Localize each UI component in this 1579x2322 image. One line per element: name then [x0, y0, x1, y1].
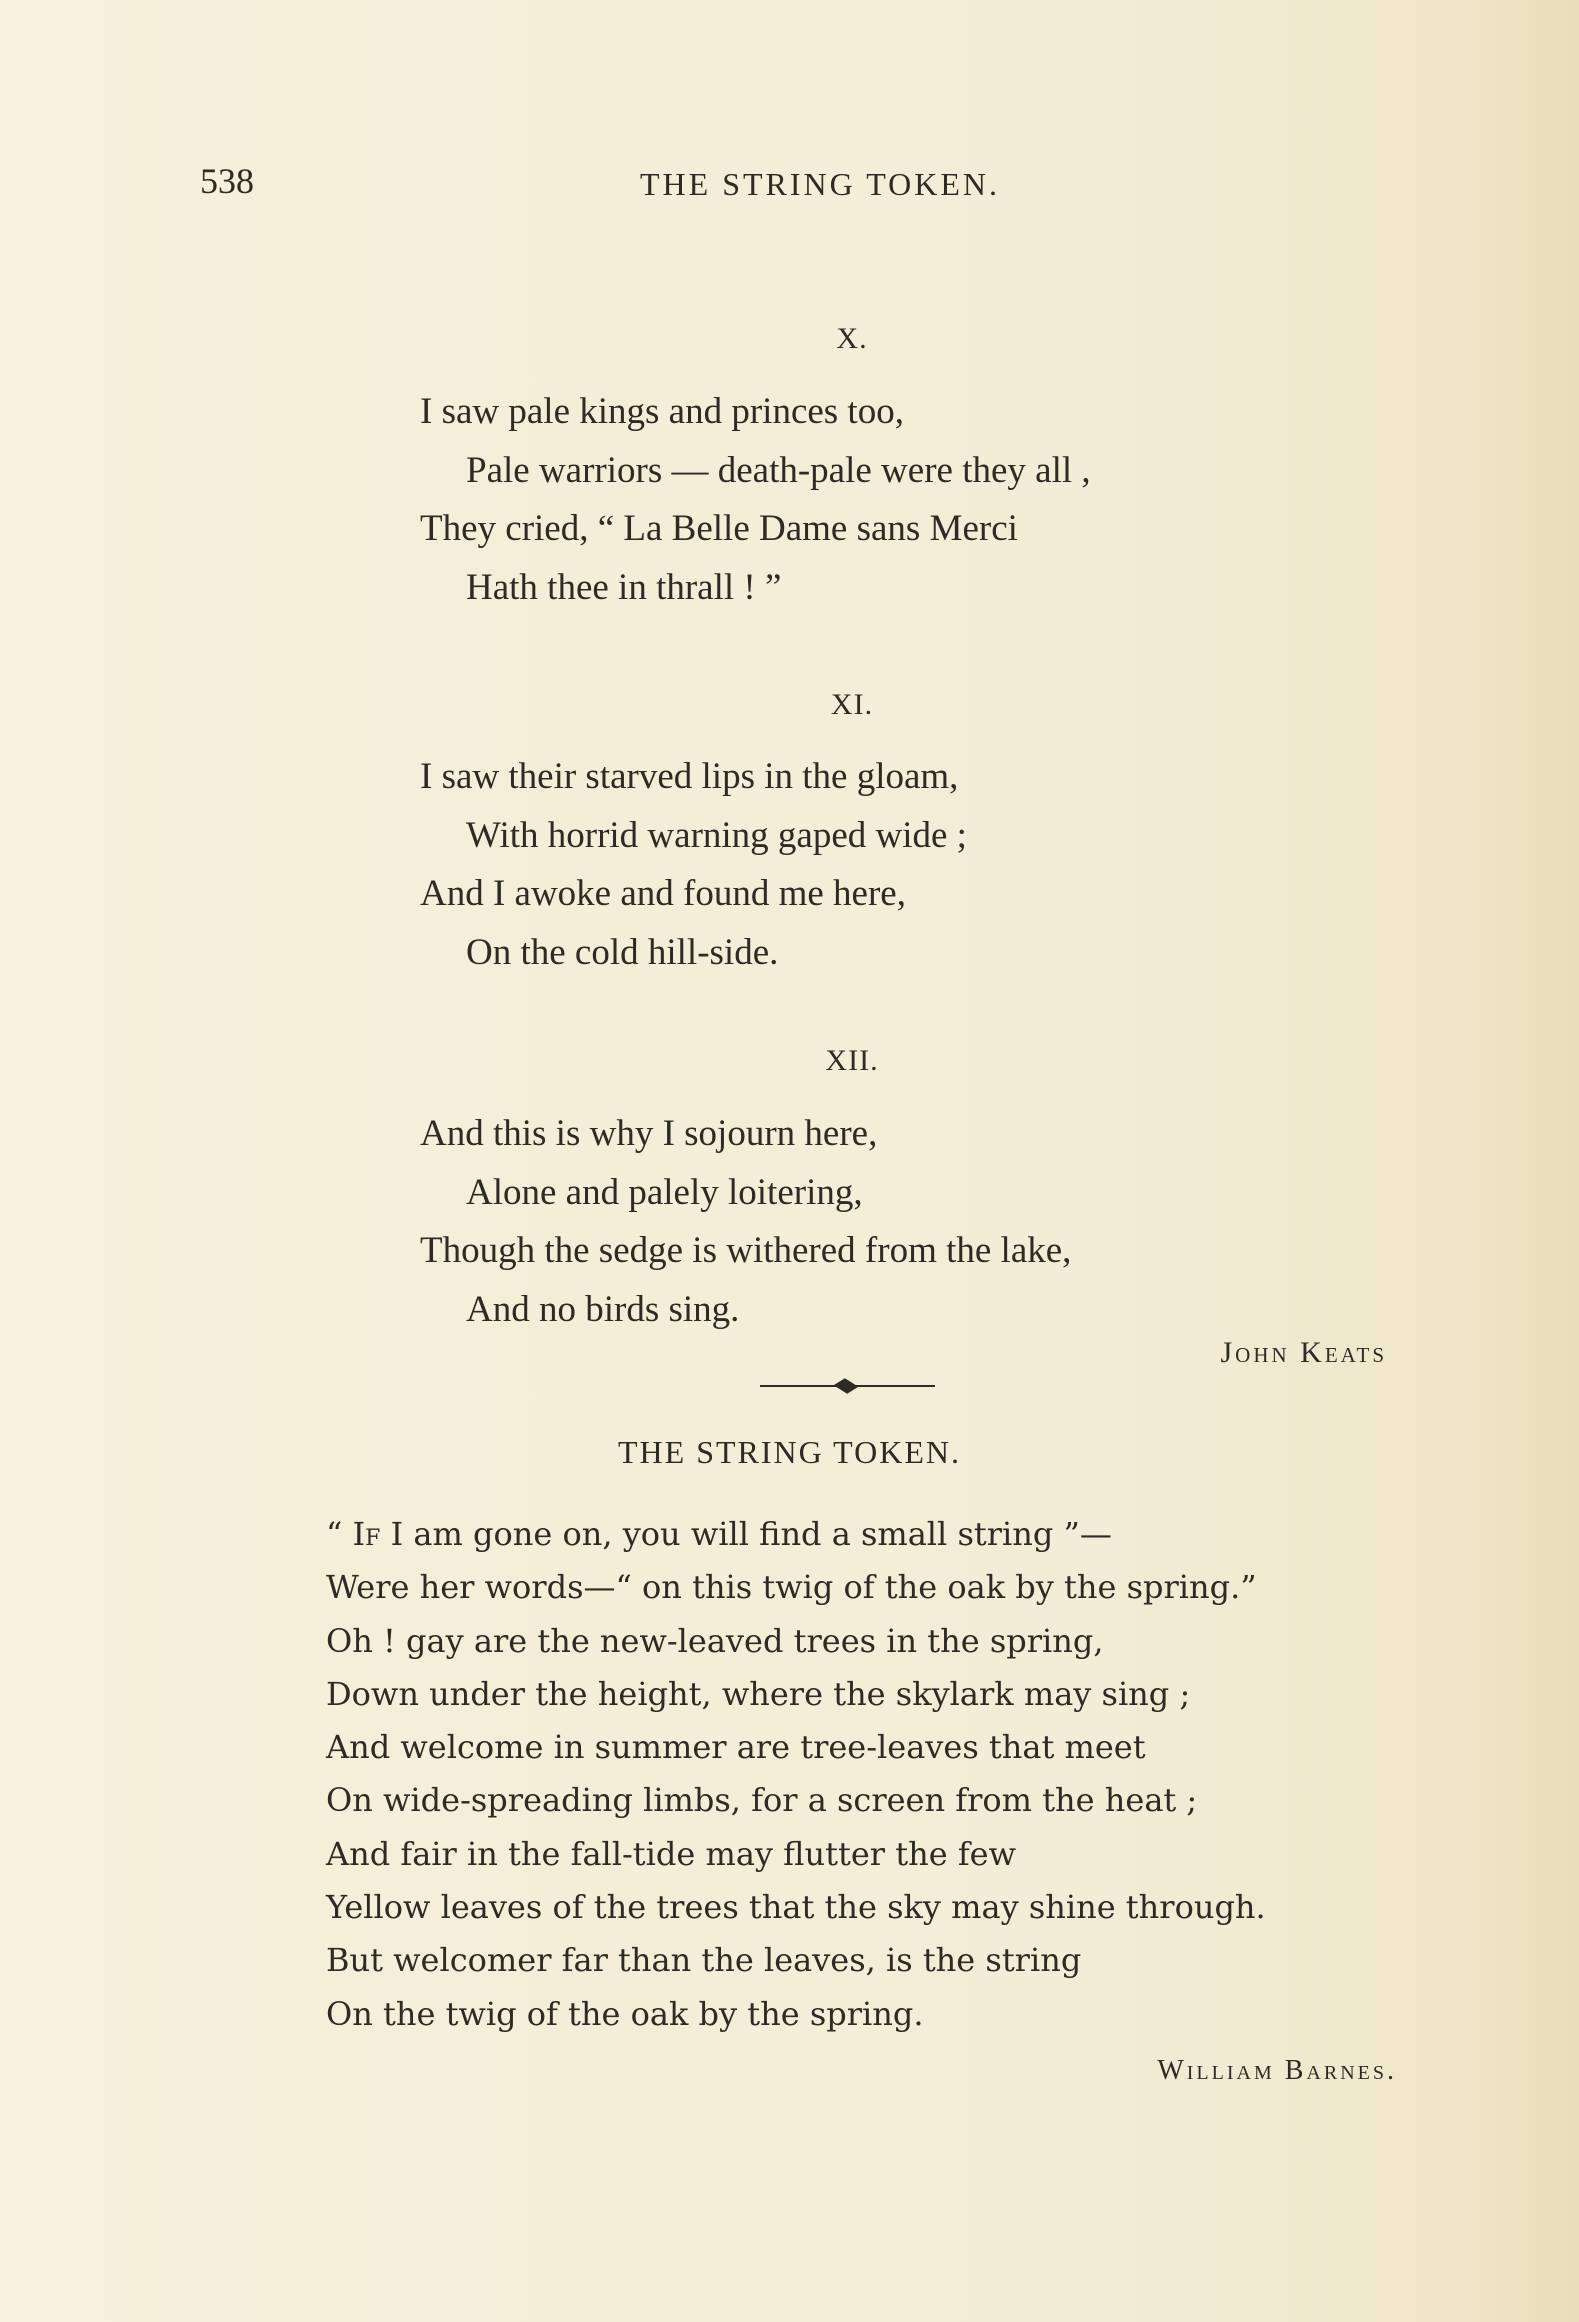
stanza-x: [420, 383, 1091, 617]
poem-line: [326, 1508, 1266, 1561]
poem-line: But welcomer far than the leaves, is the string: [326, 1941, 1082, 1980]
poem-line: Were her words—“ on this twig of the oak by the spring.”: [326, 1568, 1257, 1607]
page-header: [0, 160, 1579, 210]
poem-line: On wide-spreading limbs, for a screen from the heat ;: [326, 1781, 1198, 1820]
poem-line: And I awoke and found me here,: [420, 873, 906, 914]
poem-line: And welcome in summer are tree-leaves that meet: [326, 1728, 1146, 1767]
poem-line: With horrid warning gaped wide ;: [466, 814, 967, 856]
page-number: 538: [200, 161, 254, 201]
author-signature-barnes: William Barnes.: [1157, 2055, 1397, 2086]
stanza-xii: [420, 1105, 1071, 1339]
poem-line: I saw their starved lips in the gloam,: [420, 756, 959, 797]
poem-title: THE STRING TOKEN.: [617, 1434, 962, 1470]
poem-line: Though the sedge is withered from the lake,: [420, 1230, 1072, 1271]
stanza-xi: [420, 748, 967, 982]
poem-line: Down under the height, where the skylark may sing ;: [326, 1674, 1191, 1713]
stanza-numeral-x: X.: [836, 322, 868, 355]
poem-line: Oh ! gay are the new-leaved trees in the spring,: [326, 1621, 1104, 1660]
poem-string-token: [326, 1508, 1266, 2041]
poem-line: On the cold hill-side.: [466, 931, 779, 973]
poem-line: On the twig of the oak by the spring.: [326, 1994, 924, 2033]
section-divider: [760, 1380, 935, 1392]
poem-line: They cried, “ La Belle Dame sans Merci: [420, 508, 1018, 549]
poem-line: And this is why I sojourn here,: [420, 1113, 878, 1154]
first-word-smallcaps: “ If: [326, 1515, 381, 1553]
stanza-numeral-xi: XI.: [830, 688, 874, 721]
running-title: THE STRING TOKEN.: [640, 166, 1001, 202]
poem-line: I saw pale kings and princes too,: [420, 391, 904, 432]
stanza-numeral-xii: XII.: [825, 1044, 879, 1077]
poem-line: Hath thee in thrall ! ”: [466, 566, 782, 608]
first-line-rest: I am gone on, you will find a small string ”—: [380, 1515, 1112, 1553]
poem-line: Pale warriors — death-pale were they all ,: [466, 449, 1091, 491]
author-signature-keats: John Keats: [1220, 1336, 1387, 1369]
poem-line: And no birds sing.: [466, 1288, 740, 1330]
poem-line: Alone and palely loitering,: [466, 1171, 863, 1213]
poem-line: And fair in the fall-tide may flutter the few: [326, 1834, 1016, 1873]
poem-line: Yellow leaves of the trees that the sky may shine through.: [326, 1888, 1266, 1927]
